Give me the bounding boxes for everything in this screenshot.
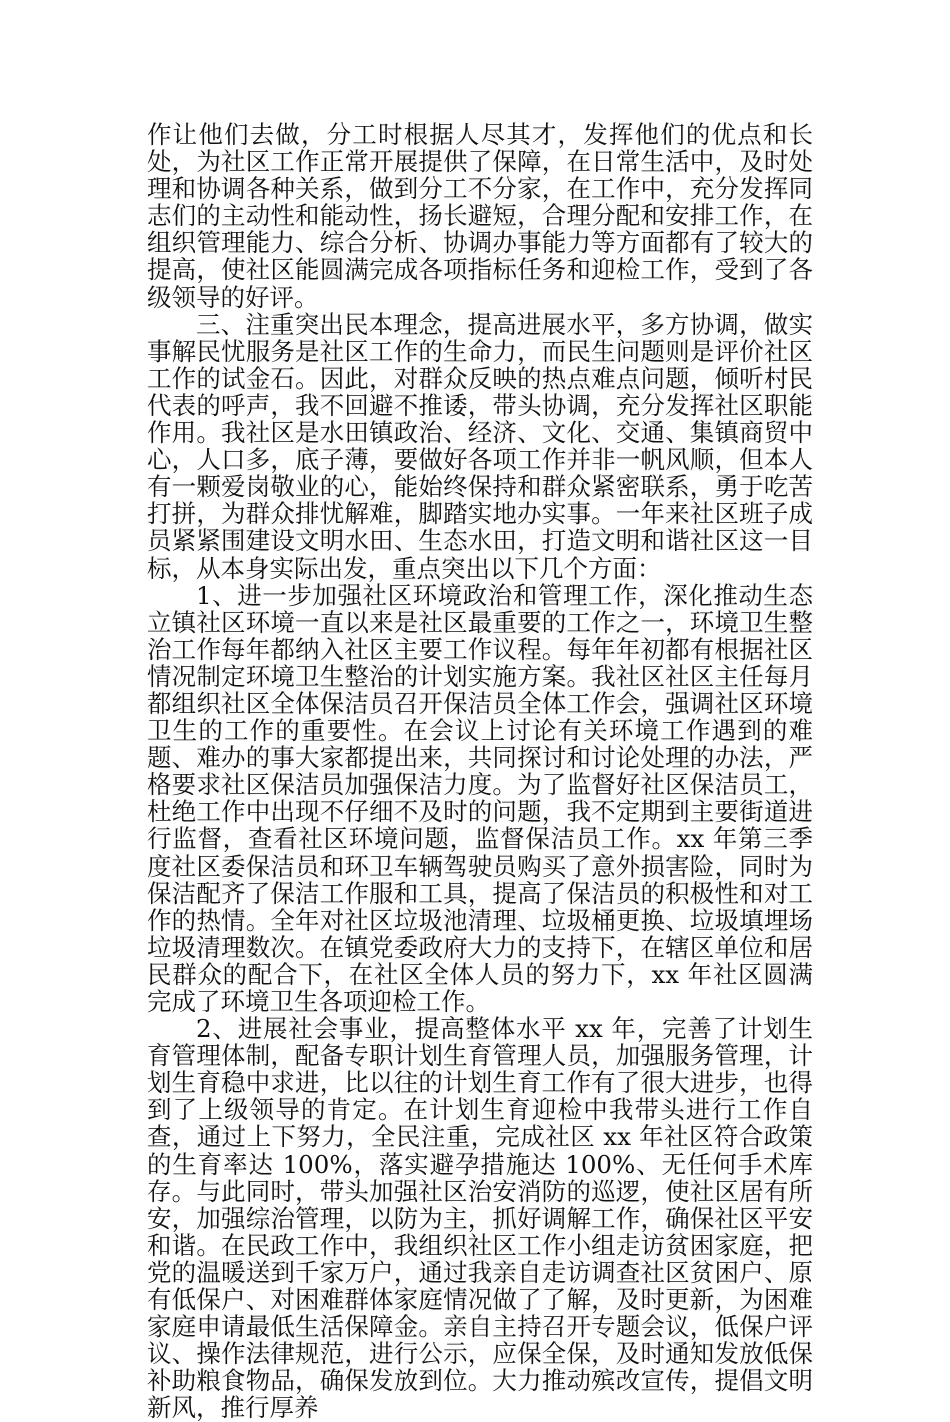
paragraph-work-division: 作让他们去做，分工时根据人尽其才，发挥他们的优点和长处，为社区工作正常开展提供了保障，在日常生活中，及时处理和协调各种关系，做到分工不分家，在工作中，充分发挥同志们的主动性和能动性，扬长避短，合理分配和安排工作，在组织管理能力、综合分析、协调办事能力等方面都有了较大的提高，使社区能圆满完成各项指标任务和迎检工作，受到了各级领导的好评。 xyxy=(147,120,813,312)
paragraph-section-three: 三、注重突出民本理念，提高进展水平，多方协调，做实事解民忧服务是社区工作的生命力，而民生问题则是评价社区工作的试金石。因此，对群众反映的热点难点问题，倾听村民代表的呼声，我不回避不推诿，带头协调，充分发挥社区职能作用。我社区是水田镇政治、经济、文化、交通、集镇商贸中心，人口多，底子薄，要做好各项工作并非一帆风顺，但本人有一颗爱岗敬业的心，能始终保持和群众紧密联系，勇于吃苦打拼，为群众排忧解难，脚踏实地办实事。一年来社区班子成员紧紧围建设文明水田、生态水田，打造文明和谐社区这一目标，从本身实际出发，重点突出以下几个方面： xyxy=(147,309,813,583)
paragraph-environment-work: 1、进一步加强社区环境政治和管理工作，深化推动生态立镇社区环境一直以来是社区最重要的工作之一，环境卫生整治工作每年都纳入社区主要工作议程。每年年初都有根据社区情况制定环境卫生整治的计划实施方案。我社区社区主任每月都组织社区全体保洁员召开保洁员全体工作会，强调社区环境卫生的工作的重要性。在会议上讨论有关环境工作遇到的难题、难办的事大家都提出来，共同探讨和讨论处理的办法，严格要求社区保洁员加强保洁力度。为了监督好社区保洁员工，杜绝工作中出现不仔细不及时的问题，我不定期到主要街道进行监督，查看社区环境问题，监督保洁员工作。xx 年第三季度社区委保洁员和环卫车辆驾驶员购买了意外损害险，同时为保洁配齐了保洁工作服和工具，提高了保洁员的积极性和对工作的热情。全年对社区垃圾池清理、垃圾桶更换、垃圾填埋场垃圾清理数次。在镇党委政府大力的支持下，在辖区单位和居民群众的配合下，在社区全体人员的努力下，xx 年社区圆满完成了环境卫生各项迎检工作。 xyxy=(147,580,813,1016)
body-text xyxy=(147,121,813,1422)
paragraph-social-affairs: 2、进展社会事业，提高整体水平 xx 年，完善了计划生育管理体制，配备专职计划生育管理人员，加强服务管理，计划生育稳中求进，比以往的计划生育工作有了很大进步，也得到了上级领导的肯定。在计划生育迎检中我带头进行工作自查，通过上下努力，全民注重，完成社区 xx 年社区符合政策的生育率达 100%，落实避孕措施达 100%、无任何手术库存。与此同时，带头加强社区治安消防的巡逻，使社区居有所安，加强综治管理，以防为主，抓好调解工作，确保社区平安和谐。在民政工作中，我组织社区工作小组走访贫困家庭，把党的温暖送到千家万户，通过我亲自走访调查社区贫困户、原有低保户、对困难群体家庭情况做了了解，及时更新，为困难家庭申请最低生活保障金。亲自主持召开专题会议，低保户评议、操作法律规范，进行公示，应保全保，及时通知发放低保补助粮食物品，确保发放到位。大力推动殡改宣传，提倡文明新风，推行厚养 xyxy=(147,1014,813,1422)
